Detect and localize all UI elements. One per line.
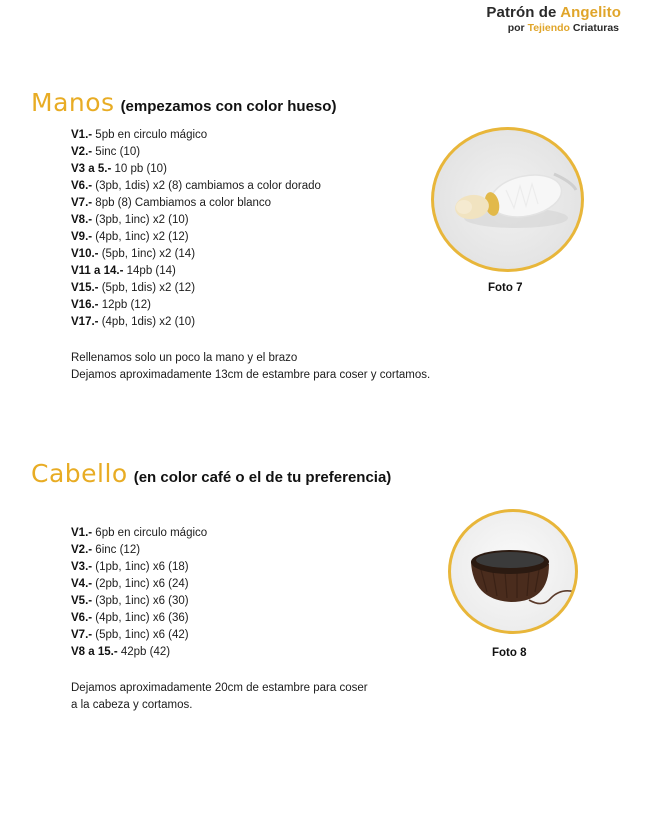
foto-7-image: [431, 127, 584, 272]
author-brand-a: Tejiendo: [527, 22, 570, 34]
instruction-row: [71, 610, 207, 627]
foto-8-caption: Foto 8: [492, 647, 527, 659]
instruction-row: [71, 178, 321, 195]
section-heading: Manos: [31, 88, 115, 117]
author-brand-b: Criaturas: [572, 22, 619, 34]
foto-7-caption: Foto 7: [488, 282, 523, 294]
round-label: V3.-: [71, 561, 93, 573]
instruction-row: [71, 314, 321, 331]
section-heading: Cabello: [31, 459, 128, 488]
section-title-manos: [31, 88, 336, 117]
round-instruction: (5pb, 1dis) x2 (12): [101, 282, 196, 294]
round-label: V1.-: [71, 527, 93, 539]
round-instruction: (3pb, 1inc) x6 (30): [95, 595, 189, 607]
section-subheading: (en color café o el de tu preferencia): [133, 469, 392, 486]
foto-8-image: [448, 509, 578, 634]
pattern-title: [486, 4, 621, 21]
round-instruction: (4pb, 1inc) x2 (12): [95, 231, 189, 243]
manos-note-line-1: Rellenamos solo un poco la mano y el brazo: [71, 352, 298, 364]
cabello-note-line-1: Dejamos aproximadamente 20cm de estambre para coser: [71, 682, 368, 694]
instruction-row: [71, 542, 207, 559]
round-label: V4.-: [71, 578, 93, 590]
round-label: V6.-: [71, 612, 93, 624]
section-title-cabello: [31, 459, 391, 488]
instruction-row: [71, 127, 321, 144]
round-instruction: 12pb (12): [101, 299, 151, 311]
round-label: V17.-: [71, 316, 99, 328]
round-label: V10.-: [71, 248, 99, 260]
instruction-row: [71, 576, 207, 593]
manos-instruction-list: [71, 127, 321, 331]
round-label: V2.-: [71, 544, 93, 556]
round-instruction: (3pb, 1inc) x2 (10): [95, 214, 189, 226]
instruction-row: [71, 593, 207, 610]
crochet-hair-cap-illustration: [451, 512, 575, 631]
round-label: V8.-: [71, 214, 93, 226]
round-label: V1.-: [71, 129, 93, 141]
manos-note-line-2: Dejamos aproximadamente 13cm de estambre para coser y cortamos.: [71, 369, 431, 381]
round-label: V7.-: [71, 629, 93, 641]
round-label: V11 a 14.-: [71, 265, 124, 277]
round-instruction: 10 pb (10): [114, 163, 167, 175]
instruction-row: [71, 297, 321, 314]
round-instruction: (1pb, 1inc) x6 (18): [95, 561, 189, 573]
round-label: V7.-: [71, 197, 93, 209]
round-instruction: (5pb, 1inc) x6 (42): [95, 629, 189, 641]
pattern-title-highlight: Angelito: [560, 4, 621, 21]
cabello-instruction-list: [71, 525, 207, 661]
round-instruction: 14pb (14): [126, 265, 176, 277]
round-label: V15.-: [71, 282, 99, 294]
instruction-row: [71, 559, 207, 576]
instruction-row: [71, 280, 321, 297]
round-instruction: 5pb en circulo mágico: [95, 129, 208, 141]
round-instruction: 8pb (8) Cambiamos a color blanco: [95, 197, 272, 209]
round-label: V8 a 15.-: [71, 646, 118, 658]
cabello-note-line-2: a la cabeza y cortamos.: [71, 699, 193, 711]
pattern-author: [486, 22, 619, 34]
round-label: V5.-: [71, 595, 93, 607]
author-prefix: por: [507, 22, 525, 34]
instruction-row: [71, 525, 207, 542]
pattern-title-prefix: Patrón de: [486, 4, 557, 21]
round-instruction: (5pb, 1inc) x2 (14): [101, 248, 196, 260]
instruction-row: [71, 229, 321, 246]
round-instruction: (4pb, 1dis) x2 (10): [101, 316, 196, 328]
round-instruction: 42pb (42): [120, 646, 171, 658]
round-instruction: 6inc (12): [95, 544, 141, 556]
instruction-row: [71, 161, 321, 178]
instruction-row: [71, 246, 321, 263]
section-subheading: (empezamos con color hueso): [120, 98, 337, 115]
round-label: V9.-: [71, 231, 93, 243]
round-instruction: (2pb, 1inc) x6 (24): [95, 578, 189, 590]
instruction-row: [71, 263, 321, 280]
instruction-row: [71, 195, 321, 212]
page-header: [486, 4, 621, 34]
round-label: V3 a 5.-: [71, 163, 112, 175]
crochet-hand-illustration: [434, 130, 581, 269]
instruction-row: [71, 627, 207, 644]
round-instruction: 5inc (10): [95, 146, 141, 158]
round-label: V16.-: [71, 299, 99, 311]
instruction-row: [71, 144, 321, 161]
instruction-row: [71, 212, 321, 229]
instruction-row: [71, 644, 207, 661]
round-instruction: 6pb en circulo mágico: [95, 527, 208, 539]
round-label: V6.-: [71, 180, 93, 192]
round-instruction: (4pb, 1inc) x6 (36): [95, 612, 189, 624]
round-instruction: (3pb, 1dis) x2 (8) cambiamos a color dorado: [95, 180, 321, 192]
round-label: V2.-: [71, 146, 93, 158]
